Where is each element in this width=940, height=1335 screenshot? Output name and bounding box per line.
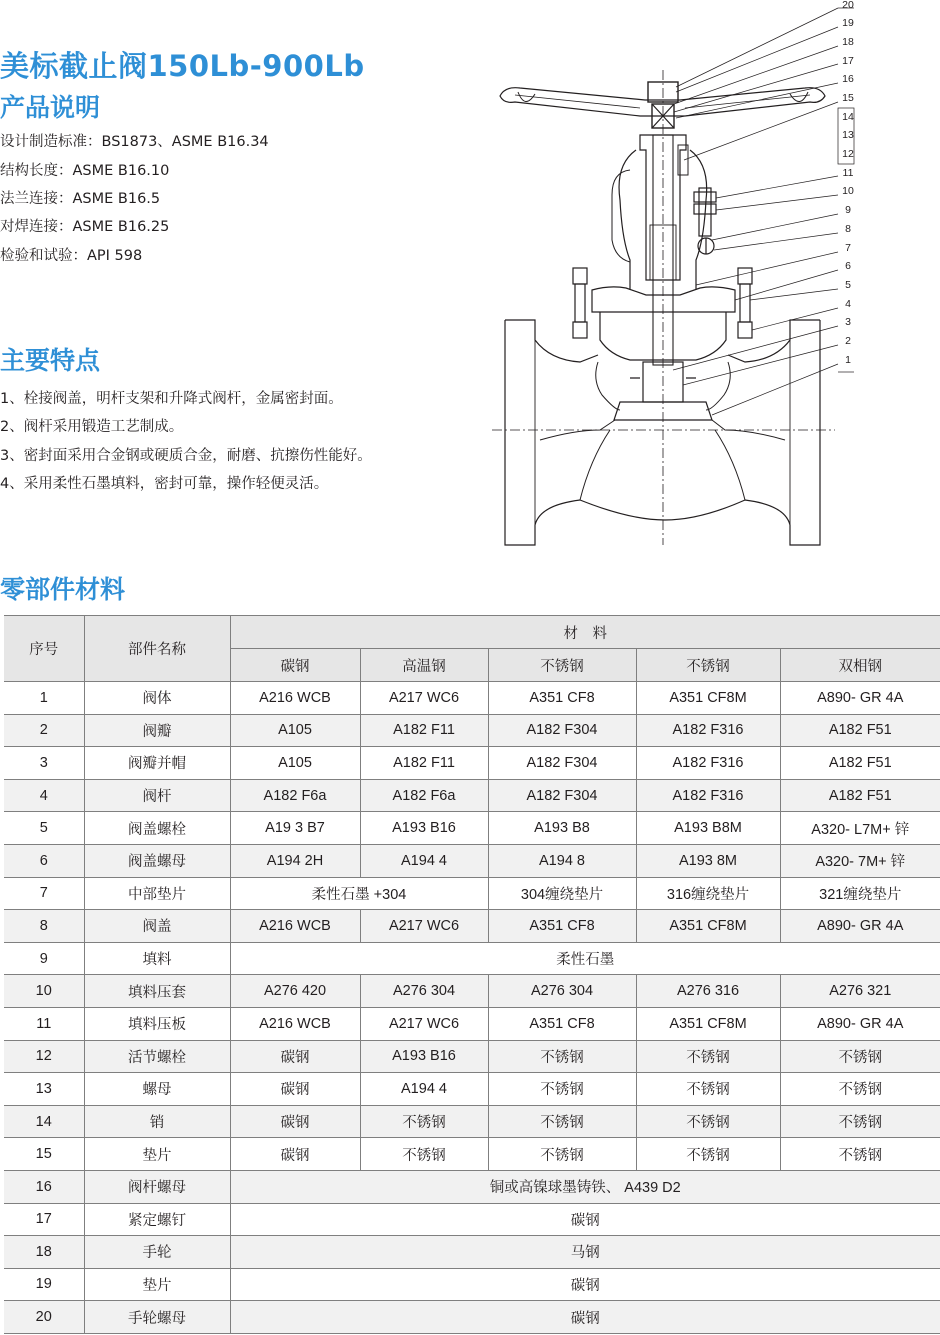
table-cell: A351 CF8M bbox=[636, 1007, 780, 1040]
table-row bbox=[4, 877, 940, 910]
header-material-type: 高温钢 bbox=[360, 649, 488, 682]
header-material-type: 碳钢 bbox=[230, 649, 360, 682]
table-cell: 1 bbox=[4, 682, 84, 715]
drawing-label: 2 bbox=[845, 335, 851, 347]
table-row bbox=[4, 942, 940, 975]
table-cell: A276 420 bbox=[230, 975, 360, 1008]
table-row bbox=[4, 1138, 940, 1171]
table-cell: A105 bbox=[230, 747, 360, 780]
table-cell: 不锈钢 bbox=[636, 1138, 780, 1171]
table-cell: A890- GR 4A bbox=[780, 682, 940, 715]
table-cell: A182 F304 bbox=[488, 714, 636, 747]
table-cell: 11 bbox=[4, 1007, 84, 1040]
feature-item: 2、阀杆采用锻造工艺制成。 bbox=[0, 419, 184, 435]
drawing-label: 6 bbox=[845, 260, 851, 272]
spec-butt-weld: 对焊连接：ASME B16.25 bbox=[0, 219, 170, 235]
table-cell: A351 CF8M bbox=[636, 910, 780, 943]
table-cell: 铜或高镍球墨铸铁、 A439 D2 bbox=[230, 1170, 940, 1203]
parts-materials-table bbox=[4, 615, 940, 1334]
table-cell: A276 316 bbox=[636, 975, 780, 1008]
table-cell: A216 WCB bbox=[230, 682, 360, 715]
drawing-label: 11 bbox=[842, 167, 854, 179]
table-cell: A216 WCB bbox=[230, 1007, 360, 1040]
drawing-label: 3 bbox=[845, 316, 851, 328]
table-cell: A890- GR 4A bbox=[780, 1007, 940, 1040]
table-cell: 14 bbox=[4, 1105, 84, 1138]
table-cell: 不锈钢 bbox=[488, 1138, 636, 1171]
table-cell: A194 4 bbox=[360, 844, 488, 877]
table-cell: 9 bbox=[4, 942, 84, 975]
drawing-label: 15 bbox=[842, 92, 854, 104]
table-cell: 3 bbox=[4, 747, 84, 780]
table-cell: 7 bbox=[4, 877, 84, 910]
table-cell: 销 bbox=[84, 1105, 230, 1138]
table-cell: 不锈钢 bbox=[488, 1073, 636, 1106]
table-cell: A351 CF8M bbox=[636, 682, 780, 715]
table-cell: A182 F6a bbox=[230, 779, 360, 812]
table-cell: A182 F51 bbox=[780, 714, 940, 747]
table-cell: 手轮 bbox=[84, 1236, 230, 1269]
header-material-type: 双相钢 bbox=[780, 649, 940, 682]
table-cell: 304缠绕垫片 bbox=[488, 877, 636, 910]
drawing-label: 12 bbox=[842, 148, 854, 160]
table-cell: 柔性石墨 +304 bbox=[230, 877, 488, 910]
table-cell: 填料压板 bbox=[84, 1007, 230, 1040]
table-cell: 螺母 bbox=[84, 1073, 230, 1106]
table-cell: A182 F51 bbox=[780, 747, 940, 780]
table-row bbox=[4, 975, 940, 1008]
drawing-label: 10 bbox=[842, 185, 854, 197]
drawing-label: 4 bbox=[845, 298, 851, 310]
table-cell: 阀杆 bbox=[84, 779, 230, 812]
table-cell: A351 CF8 bbox=[488, 1007, 636, 1040]
table-cell: 不锈钢 bbox=[636, 1105, 780, 1138]
drawing-label: 13 bbox=[842, 129, 854, 141]
table-cell: 不锈钢 bbox=[488, 1105, 636, 1138]
table-cell: 碳钢 bbox=[230, 1301, 940, 1334]
table-cell: A890- GR 4A bbox=[780, 910, 940, 943]
table-cell: 柔性石墨 bbox=[230, 942, 940, 975]
table-row bbox=[4, 844, 940, 877]
table-cell: 阀瓣 bbox=[84, 714, 230, 747]
table-cell: 不锈钢 bbox=[636, 1073, 780, 1106]
drawing-label: 17 bbox=[842, 55, 854, 67]
table-cell: 8 bbox=[4, 910, 84, 943]
feature-item: 1、栓接阀盖，明杆支架和升降式阀杆，金属密封面。 bbox=[0, 391, 343, 407]
product-heading: 产品说明 bbox=[0, 93, 101, 122]
header-material: 材 料 bbox=[230, 616, 940, 649]
table-cell: A182 F316 bbox=[636, 714, 780, 747]
drawing-label: 9 bbox=[845, 204, 851, 216]
table-cell: 不锈钢 bbox=[488, 1040, 636, 1073]
features-heading: 主要特点 bbox=[0, 346, 101, 375]
header-part-name: 部件名称 bbox=[84, 616, 230, 682]
table-row bbox=[4, 1073, 940, 1106]
table-row bbox=[4, 1170, 940, 1203]
table-cell: 碳钢 bbox=[230, 1105, 360, 1138]
drawing-label: 7 bbox=[845, 242, 851, 254]
table-cell: 6 bbox=[4, 844, 84, 877]
drawing-label: 1 bbox=[845, 354, 851, 366]
table-row bbox=[4, 682, 940, 715]
table-cell: A276 304 bbox=[488, 975, 636, 1008]
table-cell: A182 F304 bbox=[488, 779, 636, 812]
table-cell: A182 F11 bbox=[360, 714, 488, 747]
header-material-type: 不锈钢 bbox=[636, 649, 780, 682]
table-cell: A182 F304 bbox=[488, 747, 636, 780]
table-cell: 活节螺栓 bbox=[84, 1040, 230, 1073]
table-row bbox=[4, 1105, 940, 1138]
table-cell: 不锈钢 bbox=[780, 1138, 940, 1171]
table-cell: 垫片 bbox=[84, 1268, 230, 1301]
table-cell: 马钢 bbox=[230, 1236, 940, 1269]
table-cell: 碳钢 bbox=[230, 1073, 360, 1106]
table-cell: 不锈钢 bbox=[780, 1040, 940, 1073]
table-row bbox=[4, 1301, 940, 1334]
table-cell: 17 bbox=[4, 1203, 84, 1236]
table-cell: A182 F6a bbox=[360, 779, 488, 812]
table-cell: 4 bbox=[4, 779, 84, 812]
table-cell: 5 bbox=[4, 812, 84, 845]
table-cell: 不锈钢 bbox=[360, 1138, 488, 1171]
table-cell: 不锈钢 bbox=[780, 1073, 940, 1106]
table-cell: A276 304 bbox=[360, 975, 488, 1008]
header-no: 序号 bbox=[4, 616, 84, 682]
table-cell: 阀盖 bbox=[84, 910, 230, 943]
table-row bbox=[4, 1007, 940, 1040]
table-cell: 12 bbox=[4, 1040, 84, 1073]
table-row bbox=[4, 1040, 940, 1073]
drawing-label: 16 bbox=[842, 73, 854, 85]
table-cell: 填料 bbox=[84, 942, 230, 975]
table-cell: A193 B16 bbox=[360, 812, 488, 845]
feature-item: 4、采用柔性石墨填料，密封可靠，操作轻便灵活。 bbox=[0, 476, 329, 492]
table-cell: 19 bbox=[4, 1268, 84, 1301]
table-row bbox=[4, 779, 940, 812]
spec-design-standard: 设计制造标准：BS1873、ASME B16.34 bbox=[0, 134, 269, 150]
table-cell: 阀瓣并帽 bbox=[84, 747, 230, 780]
table-cell: A320- 7M+ 锌 bbox=[780, 844, 940, 877]
table-cell: A193 8M bbox=[636, 844, 780, 877]
table-row bbox=[4, 747, 940, 780]
table-cell: 321缠绕垫片 bbox=[780, 877, 940, 910]
table-row bbox=[4, 714, 940, 747]
table-cell: A217 WC6 bbox=[360, 682, 488, 715]
table-cell: 手轮螺母 bbox=[84, 1301, 230, 1334]
table-cell: 碳钢 bbox=[230, 1138, 360, 1171]
table-cell: 垫片 bbox=[84, 1138, 230, 1171]
table-row bbox=[4, 1268, 940, 1301]
table-cell: A193 B16 bbox=[360, 1040, 488, 1073]
parts-table-body bbox=[4, 682, 940, 1334]
table-cell: A351 CF8 bbox=[488, 910, 636, 943]
table-cell: 15 bbox=[4, 1138, 84, 1171]
table-cell: A182 F316 bbox=[636, 747, 780, 780]
table-row bbox=[4, 910, 940, 943]
drawing-label: 5 bbox=[845, 279, 851, 291]
table-cell: 阀盖螺母 bbox=[84, 844, 230, 877]
spec-flange: 法兰连接：ASME B16.5 bbox=[0, 191, 161, 207]
table-cell: 阀体 bbox=[84, 682, 230, 715]
table-cell: 16 bbox=[4, 1170, 84, 1203]
table-cell: 13 bbox=[4, 1073, 84, 1106]
table-cell: 中部垫片 bbox=[84, 877, 230, 910]
header-material-type: 不锈钢 bbox=[488, 649, 636, 682]
table-row bbox=[4, 1236, 940, 1269]
table-cell: 碳钢 bbox=[230, 1203, 940, 1236]
drawing-label: 18 bbox=[842, 36, 854, 48]
table-cell: 碳钢 bbox=[230, 1040, 360, 1073]
table-cell: A217 WC6 bbox=[360, 1007, 488, 1040]
table-cell: A19 3 B7 bbox=[230, 812, 360, 845]
table-cell: A216 WCB bbox=[230, 910, 360, 943]
drawing-label: 19 bbox=[842, 17, 854, 29]
table-cell: A194 8 bbox=[488, 844, 636, 877]
table-cell: A320- L7M+ 锌 bbox=[780, 812, 940, 845]
table-cell: 阀盖螺栓 bbox=[84, 812, 230, 845]
table-cell: 316缠绕垫片 bbox=[636, 877, 780, 910]
valve-section-drawing bbox=[480, 0, 940, 560]
table-cell: 不锈钢 bbox=[360, 1105, 488, 1138]
table-cell: 2 bbox=[4, 714, 84, 747]
drawing-label: 14 bbox=[842, 111, 854, 123]
page-title: 美标截止阀150Lb-900Lb bbox=[0, 49, 365, 83]
table-cell: 不锈钢 bbox=[780, 1105, 940, 1138]
table-cell: A351 CF8 bbox=[488, 682, 636, 715]
table-cell: 碳钢 bbox=[230, 1268, 940, 1301]
table-cell: A193 B8M bbox=[636, 812, 780, 845]
table-cell: 18 bbox=[4, 1236, 84, 1269]
table-cell: 10 bbox=[4, 975, 84, 1008]
drawing-label: 20 bbox=[842, 0, 854, 11]
table-cell: 阀杆螺母 bbox=[84, 1170, 230, 1203]
table-cell: A182 F11 bbox=[360, 747, 488, 780]
table-cell: 不锈钢 bbox=[636, 1040, 780, 1073]
feature-item: 3、密封面采用合金钢或硬质合金，耐磨、抗擦伤性能好。 bbox=[0, 448, 372, 464]
table-cell: 20 bbox=[4, 1301, 84, 1334]
table-cell: A182 F316 bbox=[636, 779, 780, 812]
table-cell: A217 WC6 bbox=[360, 910, 488, 943]
table-cell: 填料压套 bbox=[84, 975, 230, 1008]
table-cell: A105 bbox=[230, 714, 360, 747]
spec-inspection: 检验和试验：API 598 bbox=[0, 248, 143, 264]
table-cell: A182 F51 bbox=[780, 779, 940, 812]
table-cell: A194 2H bbox=[230, 844, 360, 877]
materials-heading: 零部件材料 bbox=[0, 575, 126, 604]
spec-length: 结构长度：ASME B16.10 bbox=[0, 163, 170, 179]
table-cell: A276 321 bbox=[780, 975, 940, 1008]
table-cell: A194 4 bbox=[360, 1073, 488, 1106]
table-cell: 紧定螺钉 bbox=[84, 1203, 230, 1236]
table-cell: A193 B8 bbox=[488, 812, 636, 845]
table-row bbox=[4, 1203, 940, 1236]
table-row bbox=[4, 812, 940, 845]
drawing-label: 8 bbox=[845, 223, 851, 235]
